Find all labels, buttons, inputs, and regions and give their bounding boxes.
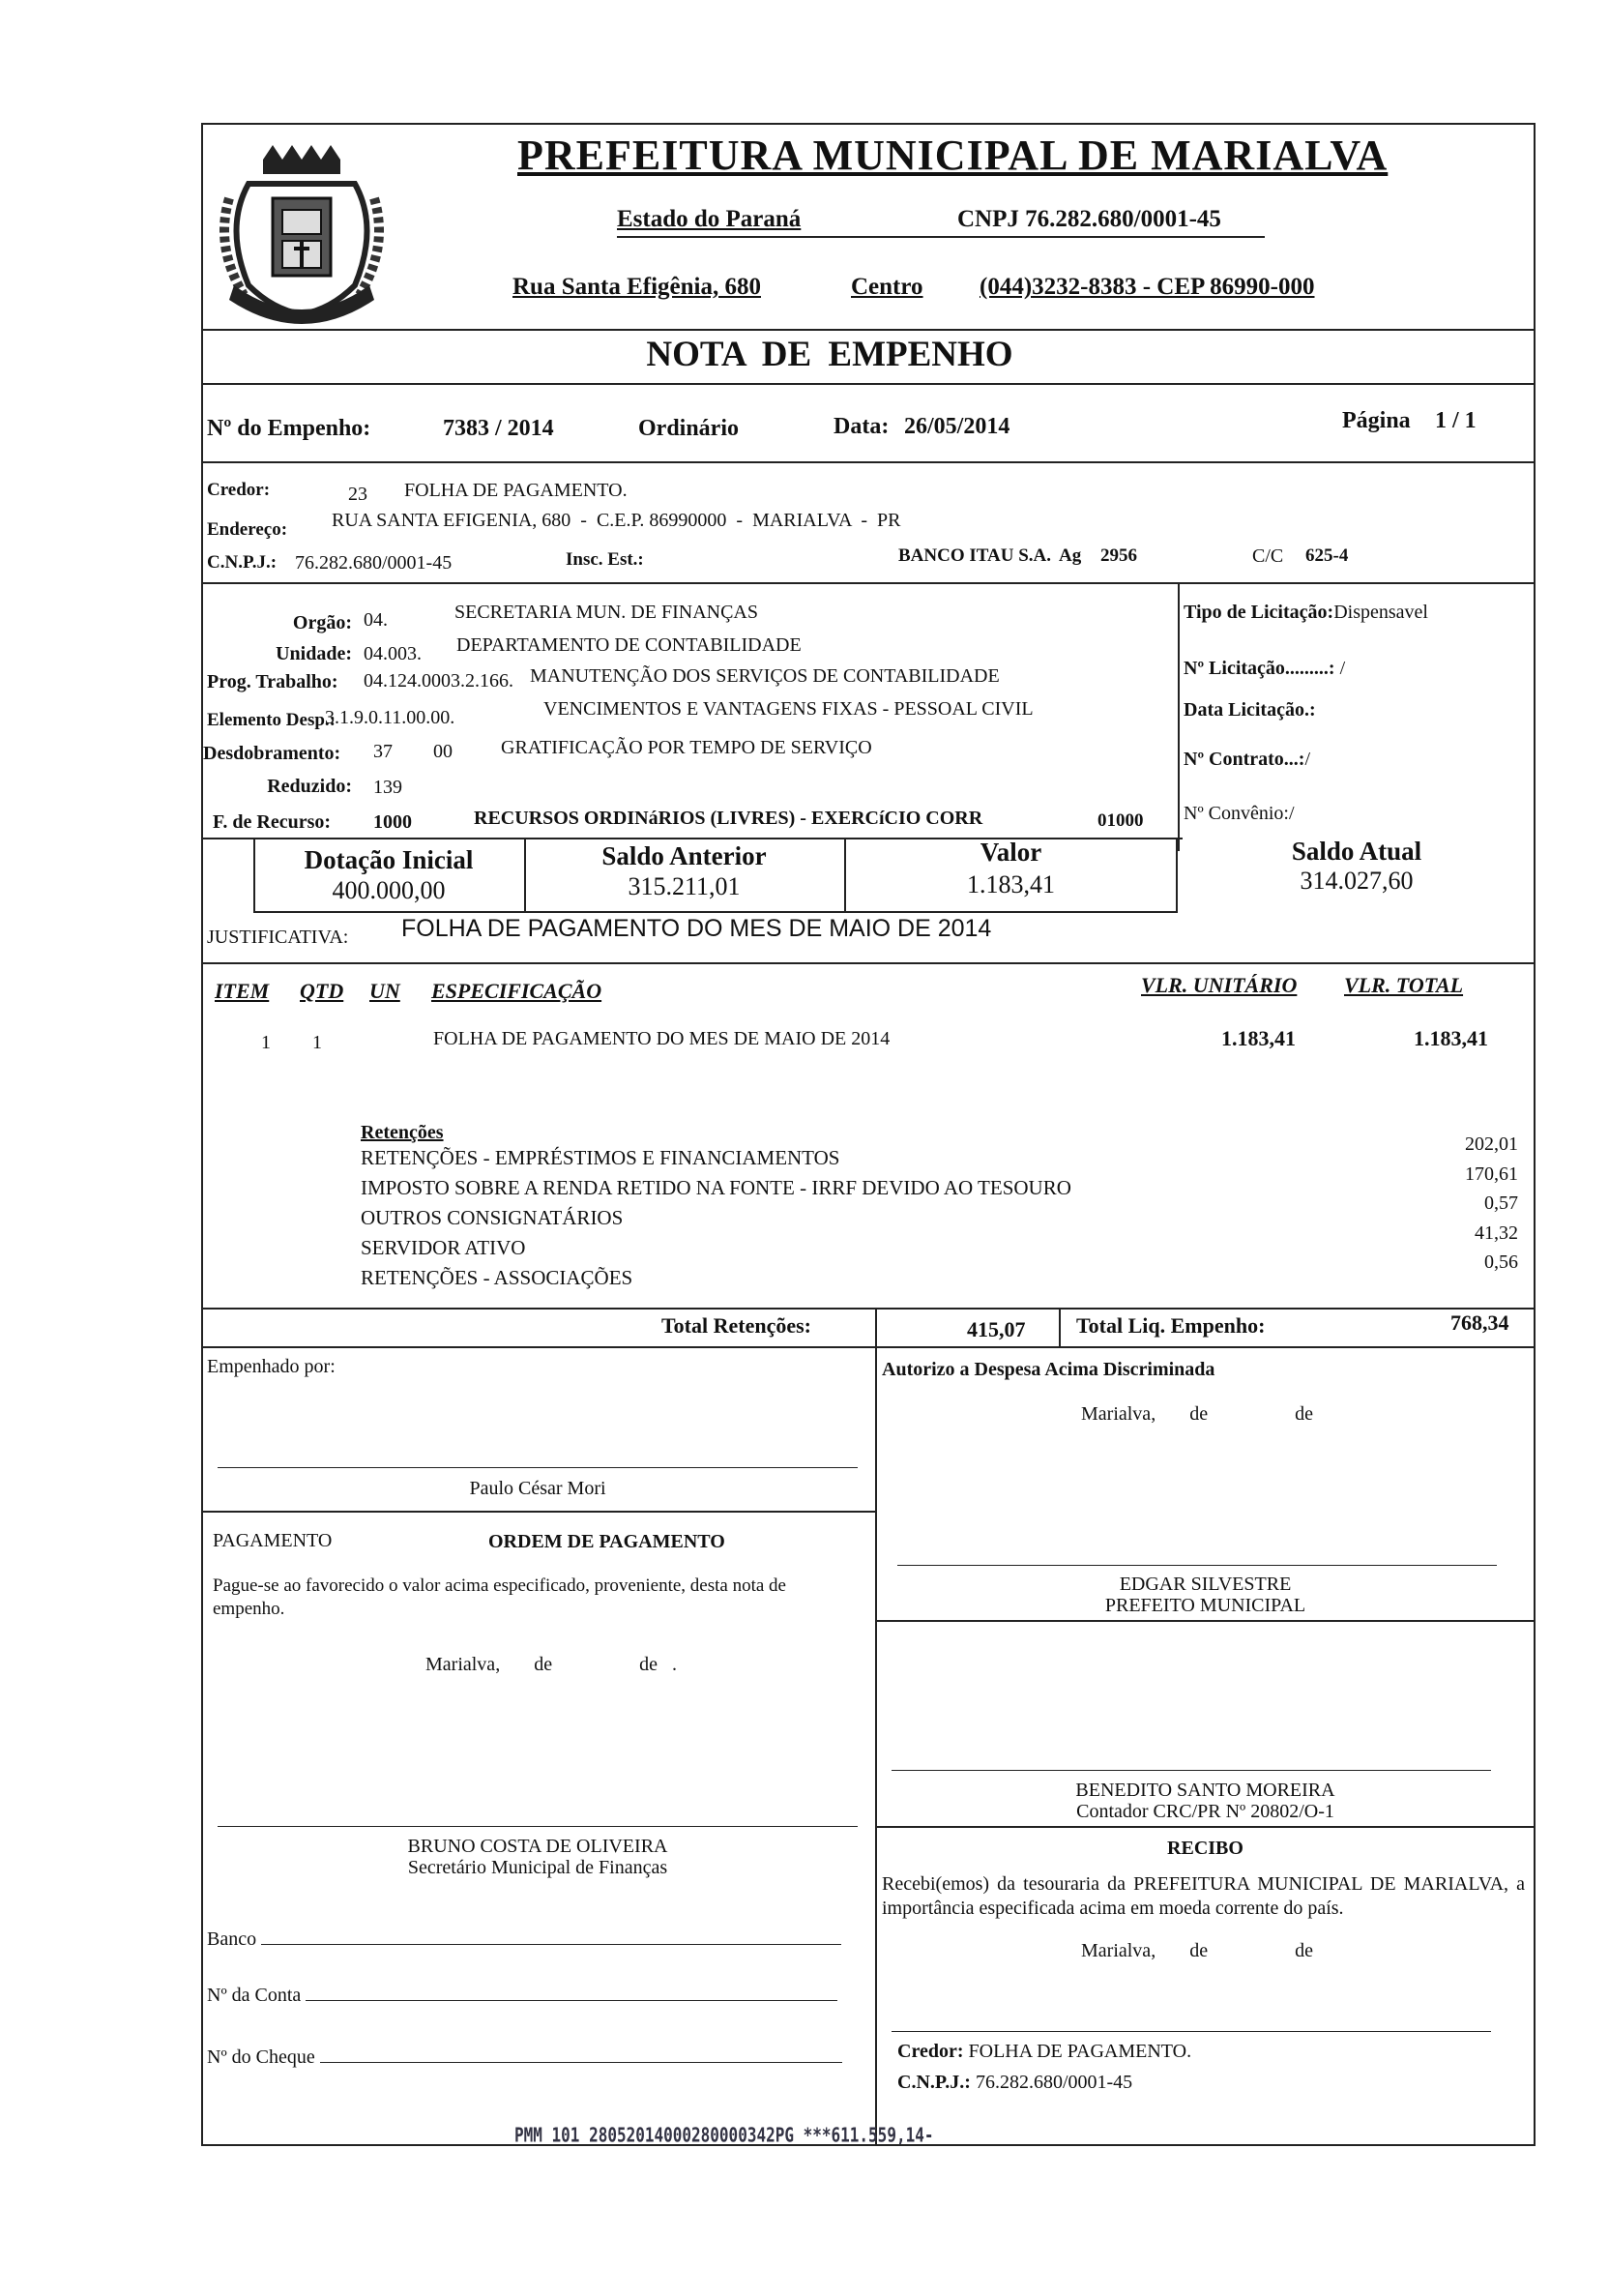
retencao-label-2: OUTROS CONSIGNATÁRIOS: [361, 1206, 624, 1229]
empenho-label: Nº do Empenho:: [207, 416, 371, 441]
header-rule-state: [617, 236, 1265, 238]
tipo-licitacao-label: Tipo de Licitação:: [1184, 602, 1334, 623]
banco-blank[interactable]: [261, 1944, 841, 1945]
total-retencoes-label: Total Retenções:: [661, 1313, 811, 1338]
justificativa-text: FOLHA DE PAGAMENTO DO MES DE MAIO DE 2014: [401, 915, 992, 942]
col-total: VLR. TOTAL: [1344, 973, 1464, 997]
signature-line: [218, 1467, 858, 1468]
col-spec: ESPECIFICAÇÃO: [431, 979, 602, 1003]
rule: [875, 1826, 1536, 1828]
num-licitacao: [1184, 658, 1345, 680]
cc-value: 625-4: [1305, 545, 1349, 566]
elem-name: VENCIMENTOS E VANTAGENS FIXAS - PESSOAL CIVIL: [543, 698, 1034, 720]
edgar-role: PREFEITO MUNICIPAL: [1104, 1595, 1306, 1616]
pagamento-date: Marialva, de de .: [425, 1654, 677, 1675]
num-contrato-label: Nº Contrato...:: [1184, 749, 1305, 770]
rule: [201, 329, 1536, 331]
autorizo-de1: de: [1189, 1403, 1209, 1425]
cc-label: C/C: [1252, 545, 1284, 567]
address-phone-cep: (044)3232-8383 - CEP 86990-000: [980, 274, 1315, 300]
credor-code: 23: [348, 484, 367, 505]
row-total: 1.183,41: [1414, 1026, 1488, 1050]
unidade-name: DEPARTAMENTO DE CONTABILIDADE: [456, 634, 802, 656]
address-street: Rua Santa Efigênia, 680: [512, 274, 761, 300]
saldo-atual-label: Saldo Atual: [1291, 837, 1422, 866]
doc-title: NOTA DE EMPENHO: [646, 335, 1013, 374]
recibo-cnpj-label: C.N.P.J.:: [897, 2072, 971, 2093]
saldo-atual-value: 314.027,60: [1300, 867, 1414, 895]
fonte-number: 01000: [1097, 810, 1144, 831]
col-un: UN: [369, 979, 400, 1003]
valor-label: Valor: [980, 838, 1042, 867]
dotacao-value: 400.000,00: [332, 876, 446, 904]
retencao-value-1: 170,61: [1465, 1163, 1518, 1185]
credor-address: RUA SANTA EFIGENIA, 680 - C.E.P. 86990000 - MARIALVA - PR: [332, 510, 901, 531]
col-qtd: QTD: [300, 979, 344, 1003]
pague-se-text: Pague-se ao favorecido o valor acima especificado, proveniente, desta nota de empenho.: [213, 1575, 786, 1619]
rule: [875, 1346, 877, 2146]
cheque-label: Nº do Cheque: [207, 2046, 315, 2068]
rule: [201, 1511, 875, 1513]
desd-label: Desdobramento:: [203, 743, 341, 764]
signature-line: [218, 1826, 858, 1827]
retencoes-values: [1373, 1130, 1518, 1278]
retencao-label-3: SERVIDOR ATIVO: [361, 1236, 526, 1259]
coat-of-arms-icon: [205, 140, 398, 334]
rule: [201, 1346, 1536, 1348]
prefeitura-title: PREFEITURA MUNICIPAL DE MARIALVA: [517, 132, 1389, 179]
fonte-code: 1000: [373, 811, 412, 833]
desd-code2: 00: [433, 741, 453, 762]
prog-code: 04.124.0003.2.166.: [364, 670, 513, 692]
cheque-blank[interactable]: [320, 2062, 842, 2063]
retencao-value-3: 41,32: [1475, 1222, 1518, 1244]
rule: [875, 1308, 877, 1346]
prog-label: Prog. Trabalho:: [207, 671, 338, 692]
prog-name: MANUTENÇÃO DOS SERVIÇOS DE CONTABILIDADE: [530, 665, 1000, 687]
recibo-cnpj: [897, 2072, 1132, 2094]
fonte-label: F. de Recurso:: [213, 811, 332, 833]
total-liquido-label: Total Liq. Empenho:: [1076, 1313, 1266, 1338]
pagamento-de2: de: [639, 1654, 658, 1675]
conta-label: Nº da Conta: [207, 1985, 302, 2006]
credor-name: FOLHA DE PAGAMENTO.: [404, 480, 628, 501]
tipo-licitacao: [1184, 602, 1428, 624]
rule: [201, 383, 1536, 385]
cnpj-header: CNPJ 76.282.680/0001-45: [957, 206, 1221, 232]
conta-field: [207, 1985, 837, 2007]
bank-name: BANCO ITAU S.A.: [898, 545, 1052, 566]
unidade-code: 04.003.: [364, 643, 422, 664]
credor-cnpj: 76.282.680/0001-45: [295, 552, 453, 574]
page-label: Página: [1342, 408, 1411, 433]
credor-label: Credor:: [207, 480, 271, 500]
orgao-name: SECRETARIA MUN. DE FINANÇAS: [454, 602, 758, 623]
conta-blank[interactable]: [306, 2000, 837, 2001]
reduzido-label: Reduzido:: [267, 776, 352, 797]
recibo-de1: de: [1189, 1940, 1209, 1961]
total-liquido-value: 768,34: [1450, 1310, 1509, 1335]
num-convenio-value: /: [1288, 803, 1295, 824]
recibo-cnpj-value: 76.282.680/0001-45: [975, 2072, 1133, 2093]
rule: [201, 582, 1536, 584]
recibo-text: Recebi(emos) da tesouraria da PREFEITURA MUNICIPAL DE MARIALVA, a importância especificada acima em moeda corrente do país.: [882, 1873, 1525, 1919]
retencao-value-0: 202,01: [1465, 1133, 1518, 1155]
dotacao-label: Dotação Inicial: [304, 845, 474, 874]
insc-label: Insc. Est.:: [566, 549, 644, 570]
col-unit: VLR. UNITÁRIO: [1141, 973, 1298, 997]
retencao-label-1: IMPOSTO SOBRE A RENDA RETIDO NA FONTE - IRRF DEVIDO AO TESOURO: [361, 1176, 1071, 1199]
justificativa-label: JUSTIFICATIVA:: [207, 927, 349, 948]
recibo-de2: de: [1295, 1940, 1313, 1961]
pagamento-label: PAGAMENTO: [213, 1530, 333, 1551]
date-label: Data:: [834, 414, 890, 439]
paulo-name: Paulo César Mori: [469, 1478, 606, 1499]
num-licitacao-value: /: [1339, 658, 1346, 679]
empenhado-label: Empenhado por:: [207, 1356, 336, 1377]
empenho-type: Ordinário: [638, 416, 740, 441]
orgao-code: 04.: [364, 609, 388, 631]
page-value: 1 / 1: [1435, 408, 1477, 433]
desd-name: GRATIFICAÇÃO POR TEMPO DE SERVIÇO: [501, 737, 872, 758]
bruno-name: BRUNO COSTA DE OLIVEIRA: [407, 1836, 668, 1857]
recibo-date: [1081, 1940, 1313, 1962]
retencao-value-2: 0,57: [1484, 1192, 1518, 1214]
num-convenio-label: Nº Convênio:: [1184, 803, 1289, 824]
retencoes-list: [361, 1143, 1071, 1293]
address-district: Centro: [851, 274, 923, 300]
signature-line: [897, 1565, 1497, 1566]
empenho-number: 7383 / 2014: [443, 416, 554, 441]
rule: [1059, 1308, 1061, 1346]
row-unit: 1.183,41: [1221, 1026, 1296, 1050]
retencao-label-4: RETENÇÕES - ASSOCIAÇÕES: [361, 1266, 633, 1289]
recibo-credor: [897, 2041, 1191, 2063]
pagamento-de1: de: [534, 1654, 553, 1675]
pagamento-local: Marialva,: [425, 1654, 501, 1675]
elem-label: Elemento Desp.:: [207, 710, 336, 730]
autorizo-de2: de: [1295, 1403, 1313, 1425]
rule: [201, 1308, 1536, 1310]
signature-line: [892, 2031, 1491, 2032]
ag-value: 2956: [1100, 545, 1137, 566]
ag-label: Ag: [1059, 545, 1082, 566]
row-item: 1: [261, 1032, 271, 1053]
rule: [875, 1620, 1536, 1622]
num-licitacao-label: Nº Licitação.........:: [1184, 658, 1335, 679]
num-convenio: [1184, 803, 1295, 825]
valor-value: 1.183,41: [967, 870, 1055, 898]
banco-label: Banco: [207, 1928, 257, 1950]
signature-line: [892, 1770, 1491, 1771]
autorizo-date: [1081, 1403, 1313, 1426]
address-label: Endereço:: [207, 519, 288, 540]
row-spec: FOLHA DE PAGAMENTO DO MES DE MAIO DE 2014: [433, 1028, 891, 1049]
recibo-credor-label: Credor:: [897, 2041, 964, 2062]
retencoes-title: Retenções: [361, 1122, 444, 1143]
recibo-title: RECIBO: [1167, 1838, 1243, 1859]
date-value: 26/05/2014: [904, 414, 1010, 439]
unidade-label: Unidade:: [276, 643, 352, 664]
saldo-anterior-label: Saldo Anterior: [601, 841, 767, 870]
row-qtd: 1: [312, 1032, 322, 1053]
num-contrato-value: /: [1304, 749, 1311, 770]
data-licitacao-label: Data Licitação.:: [1184, 699, 1316, 721]
tipo-licitacao-value: Dispensavel: [1333, 602, 1428, 623]
benedito-name: BENEDITO SANTO MOREIRA: [1075, 1780, 1335, 1801]
state-name: Estado do Paraná: [617, 206, 802, 232]
rule: [201, 962, 1536, 964]
bruno-role: Secretário Municipal de Finanças: [407, 1857, 668, 1878]
fonte-name: RECURSOS ORDINáRIOS (LIVRES) - EXERCíCIO CORR: [474, 808, 983, 829]
rule: [201, 461, 1536, 463]
benedito-role: Contador CRC/PR Nº 20802/O-1: [1076, 1801, 1334, 1822]
ordem-pagamento-title: ORDEM DE PAGAMENTO: [488, 1531, 725, 1552]
col-item: ITEM: [215, 979, 270, 1003]
elem-code: 3.1.9.0.11.00.00.: [325, 707, 455, 728]
recibo-credor-value: FOLHA DE PAGAMENTO.: [968, 2041, 1192, 2062]
retencao-label-0: RETENÇÕES - EMPRÉSTIMOS E FINANCIAMENTOS: [361, 1146, 840, 1169]
footer-code: PMM 101 28052014000280000342PG ***611.559,14-: [514, 2123, 934, 2147]
orgao-label: Orgão:: [292, 612, 352, 633]
banco-field: [207, 1928, 841, 1951]
num-contrato: [1184, 749, 1310, 771]
saldo-anterior-value: 315.211,01: [628, 872, 741, 900]
recibo-local: Marialva,: [1081, 1940, 1156, 1961]
cheque-field: [207, 2046, 842, 2069]
desd-code1: 37: [373, 741, 393, 762]
autorizo-local: Marialva,: [1081, 1403, 1156, 1425]
rule: [1178, 582, 1180, 851]
edgar-name: EDGAR SILVESTRE: [1119, 1574, 1292, 1595]
reduzido-value: 139: [373, 777, 402, 798]
autorizo-text: Autorizo a Despesa Acima Discriminada: [882, 1359, 1215, 1380]
total-retencoes-value: 415,07: [967, 1317, 1026, 1341]
credor-cnpj-label: C.N.P.J.:: [207, 552, 278, 573]
retencao-value-4: 0,56: [1484, 1251, 1518, 1273]
